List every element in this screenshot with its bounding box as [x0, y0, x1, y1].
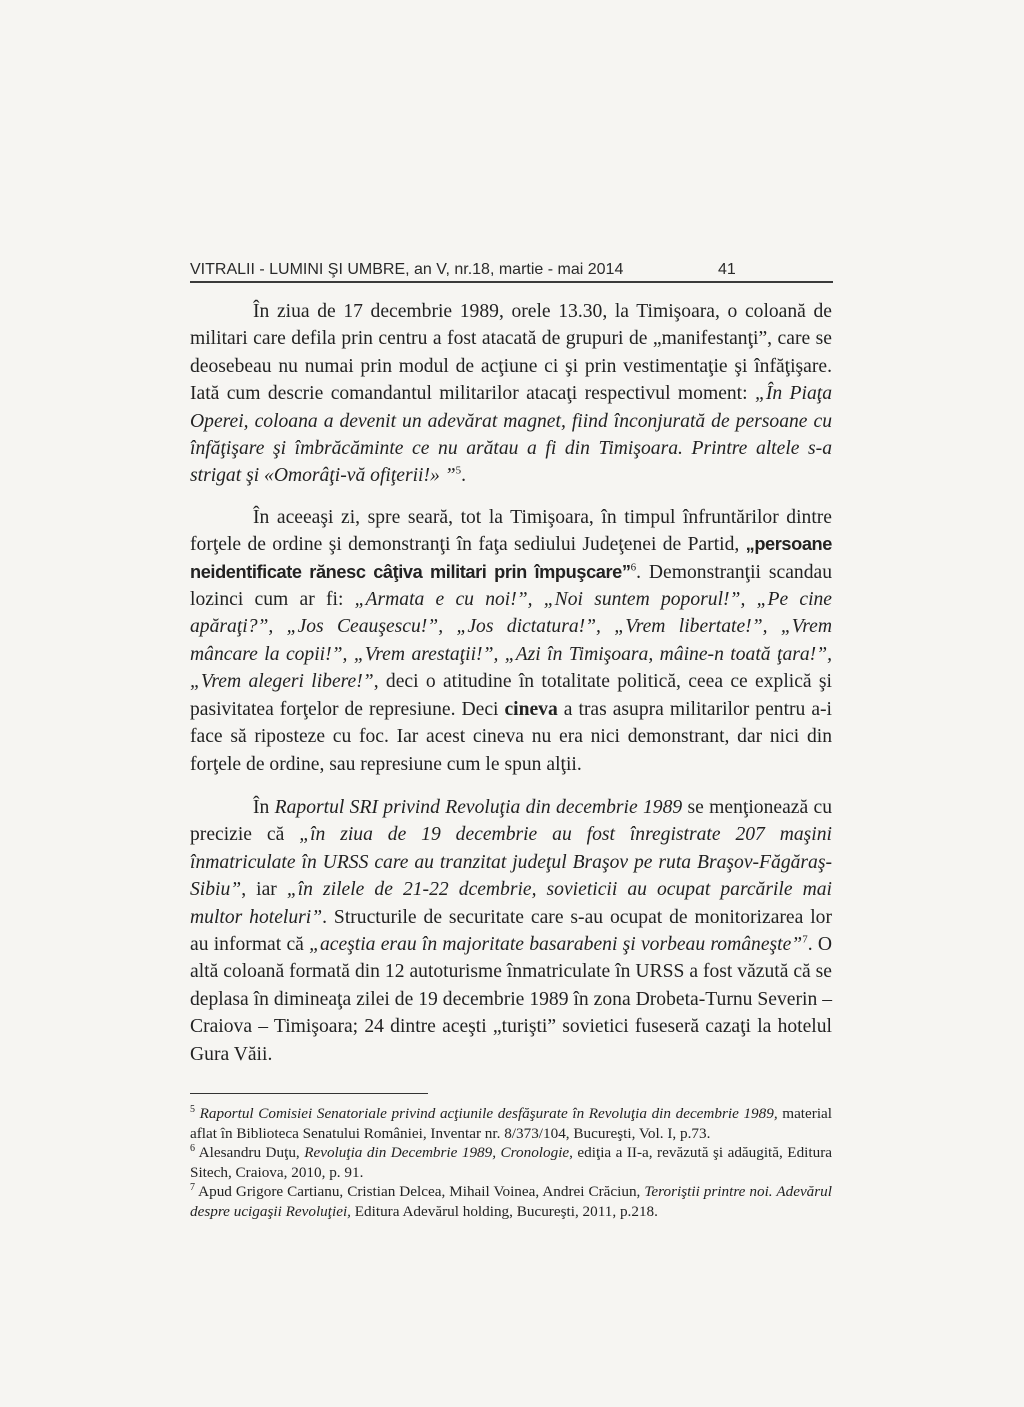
- footnote-5: $^5$ Raportul Comisiei Senatoriale privind acţiunile desfăşurate în Revoluţia din decembrie 1989, material aflat în Biblioteca Senatului României, Inventar nr. 8/373/104, Bucureşti, Vol. I, p.73.: [190, 1103, 833, 1142]
- report-title: Raportul SRI privind Revoluţia din decembrie 1989: [274, 796, 683, 818]
- footnotes: [190, 1104, 832, 1222]
- footnote-ref-5: 5: [455, 464, 462, 477]
- footnote-ref-6: 6: [630, 561, 637, 574]
- footnote-7: $^7$ Apud Grigore Cartianu, Cristian Delcea, Mihail Voinea, Andrei Crăciun, Teroriştii printre noi. Adevărul despre ucigaşii Revoluţiei, Editura Adevărul holding, Bucureşti, 2011, p.218.: [190, 1182, 833, 1220]
- footnote-separator: [190, 1093, 428, 1094]
- commander-quote: „În Piaţa Operei, coloana a devenit un adevărat magnet, fiind înconjurată de persoane cu înfăţişare şi îmbrăcăminte ce nu arătau a fi din Timişoara. Printre altele s-a strigat şi «Omorâţi-vă ofiţerii!» ”: [190, 383, 832, 487]
- article-body: [190, 298, 832, 1084]
- sans-quote: „persoane neidentificate rănesc câţiva militari prin împuşcare”: [190, 534, 832, 582]
- header-rule: [190, 281, 833, 283]
- footnote-6: $^6$ Alesandru Duţu, Revoluţia din Decembrie 1989, Cronologie, ediţia a II-a, revăzută şi adăugită, Editura Sitech, Craiova, 2010, p. 91.: [190, 1143, 832, 1181]
- footnote-ref-7: 7: [802, 933, 808, 946]
- slogans: „Armata e cu noi!”, „Noi suntem poporul!”, „Pe cine apăraţi?”, „Jos Ceauşescu!”, „Jos dictatura!”, „Vrem libertate!”, „Vrem mâncare la copii!”, „Vrem arestaţii!”, „Azi în Timişoara, mâine-n toată ţara!”, „Vrem alegeri libere!”: [190, 589, 833, 693]
- running-title: VITRALII - LUMINI ŞI UMBRE, an V, nr.18, martie - mai 2014: [190, 261, 624, 278]
- paragraph-2: În aceeaşi zi, spre seară, tot la Timişoara, în timpul înfruntărilor dintre forţele de ordine şi demonstranţi în faţa sediului Judeţenei de Partid, „persoane neidentificate rănesc câţiva militari prin împuşcare”$^6$. Demonstranţii scandau lozinci cum ar fi: „Armata e cu noi!”, „Noi suntem poporul!”, „Pe cine apăraţi?”, „Jos Ceauşescu!”, „Jos dictatura!”, „Vrem libertate!”, „Vrem mâncare la copii!”, „Vrem arestaţii!”, „Azi în Timişoara, mâine-n toată ţara!”, „Vrem alegeri libere!”, deci o atitudine în totalitate politică, ceea ce explică şi pasivitatea forţelor de represiune. Deci cineva a tras asupra militarilor pentru a-i face să riposteze cu foc. Iar acest cineva nu era nici demonstrant, dar nici din forţele de ordine, sau represiune cum le spun alţii.: [190, 506, 833, 775]
- running-header: [190, 261, 832, 283]
- page-number: 41: [718, 261, 736, 278]
- bold-word-cineva: cineva: [504, 698, 558, 720]
- paragraph-1: În ziua de 17 decembrie 1989, orele 13.30, la Timişoara, o coloană de militari care defila prin centru a fost atacată de grupuri de „manifestanţi”, care se deosebeau nu numai prin modul de acţiune ci şi prin vestimentaţie şi înfăţişare. Iată cum descrie comandantul militarilor atacaţi respectivul moment: „În Piaţa Operei, coloana a devenit un adevărat magnet, fiind înconjurată de persoane cu înfăţişare şi îmbrăcăminte ce nu arătau a fi din Timişoara. Printre altele s-a strigat şi «Omorâţi-vă ofiţerii!» ”$^5$.: [190, 301, 832, 487]
- paragraph-3: În Raportul SRI privind Revoluţia din decembrie 1989 se menţionează cu precizie că „în ziua de 19 decembrie au fost înregistrate 207 maşini înmatriculate în URSS care au tranzitat judeţul Braşov pe ruta Braşov-Făgăraş-Sibiu”, iar „în zilele de 21-22 dcembrie, sovieticii au ocupat parcările mai multor hoteluri”. Structurile de securitate care s-au ocupat de monitorizarea lor au informat că „aceştia erau în majoritate basarabeni şi vorbeau româneşte”$^7$. O altă coloană formată din 12 autoturisme înmatriculate în URSS a fost văzută că se deplasa în dimineaţa zilei de 19 decembrie 1989 în zona Drobeta-Turnu Severin – Craiova – Timişoara; 24 dintre aceşti „turişti” sovietici fuseseră cazaţi la hotelul Gura Văii.: [190, 796, 833, 1065]
